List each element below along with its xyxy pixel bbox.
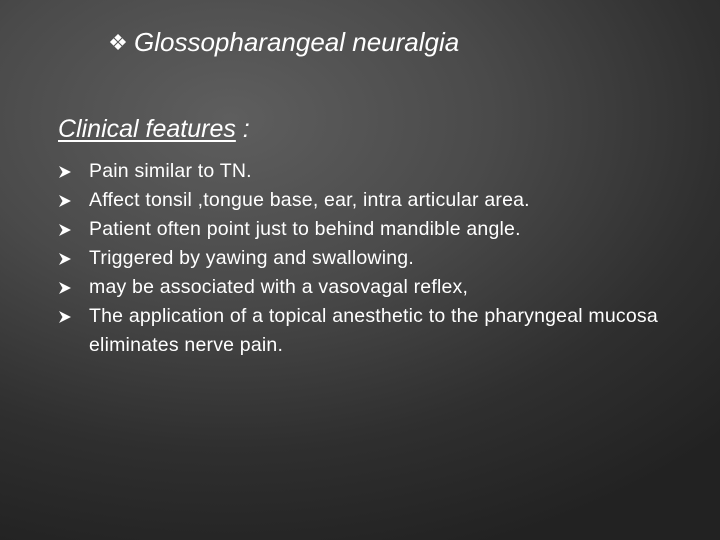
section-heading-colon: : (235, 115, 250, 143)
arrow-bullet-icon (58, 223, 72, 237)
section-heading (58, 115, 250, 144)
bullet-item (58, 273, 688, 302)
arrow-bullet-icon (58, 165, 72, 179)
bullet-text: Patient often point just to behind mandible angle. (89, 218, 521, 240)
arrow-bullet-icon (58, 310, 72, 324)
bullet-list (58, 157, 688, 360)
bullet-item (58, 302, 688, 360)
bullet-text: Triggered by yawing and swallowing. (89, 247, 414, 269)
bullet-text: may be associated with a vasovagal reflex, (89, 276, 469, 298)
bullet-item (58, 215, 688, 244)
bullet-item (58, 157, 688, 186)
diamond-bullet-icon: ❖ (108, 29, 128, 55)
arrow-bullet-icon (58, 281, 72, 295)
arrow-bullet-icon (58, 194, 72, 208)
bullet-text: The application of a topical anesthetic to the pharyngeal mucosa eliminates nerve pain. (89, 305, 658, 356)
slide-title (106, 27, 459, 58)
bullet-item (58, 244, 688, 273)
slide-title-text: Glossopharangeal neuralgia (134, 27, 460, 57)
arrow-bullet-icon (58, 252, 72, 266)
section-heading-text: Clinical features (58, 115, 236, 143)
bullet-text: Pain similar to TN. (89, 160, 252, 182)
bullet-item (58, 186, 688, 215)
bullet-text: Affect tonsil ,tongue base, ear, intra articular area. (89, 189, 530, 211)
